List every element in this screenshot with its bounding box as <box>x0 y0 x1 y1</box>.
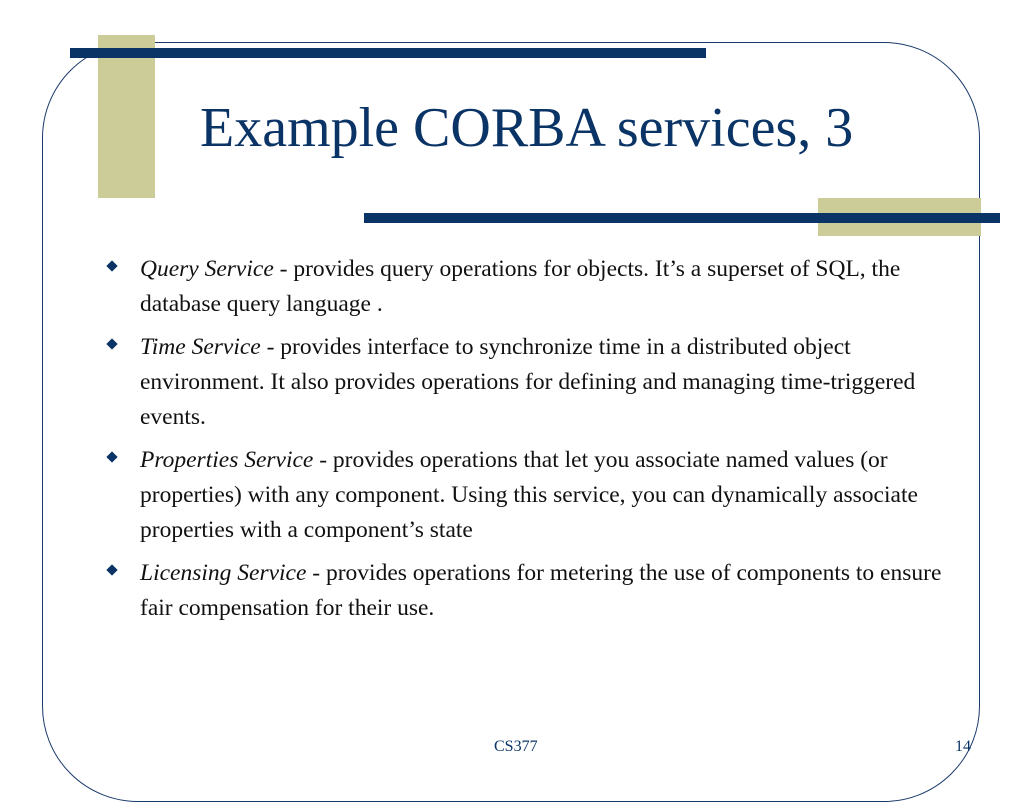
bullet-term: Licensing Service <box>140 560 307 586</box>
diamond-bullet-icon <box>106 260 117 271</box>
decorative-bar-bottom <box>364 213 1000 223</box>
bullet-text: - provides operations for metering the use of components to ensure fair compensation for their use. <box>140 560 942 621</box>
bullet-term: Properties Service <box>140 447 314 473</box>
bullet-item-licensing-service <box>100 556 960 626</box>
bullet-item-query-service <box>100 252 960 322</box>
decorative-block-left <box>98 35 155 198</box>
bullet-term: Time Service <box>140 334 261 360</box>
bullet-text: - provides interface to synchronize time in a distributed object environment. It also provides operations for defining and managing time-triggered events. <box>140 334 916 430</box>
footer-page-number: 14 <box>955 738 971 755</box>
diamond-bullet-icon <box>106 564 117 575</box>
bullet-text: - provides query operations for objects. It’s a superset of SQL, the database query language . <box>140 256 901 317</box>
bullet-item-properties-service <box>100 443 960 548</box>
diamond-bullet-icon <box>106 338 117 349</box>
bullet-term: Query Service <box>140 256 274 282</box>
bullet-text: - provides operations that let you associate named values (or properties) with any component. Using this service, you can dynamically associate properties with a component’s state <box>140 447 918 543</box>
slide-title: Example CORBA services, 3 <box>200 97 854 159</box>
footer-course: CS377 <box>494 738 538 755</box>
bullet-item-time-service <box>100 330 960 435</box>
decorative-bar-top <box>70 48 706 58</box>
diamond-bullet-icon <box>106 451 117 462</box>
bullet-list <box>100 252 960 634</box>
